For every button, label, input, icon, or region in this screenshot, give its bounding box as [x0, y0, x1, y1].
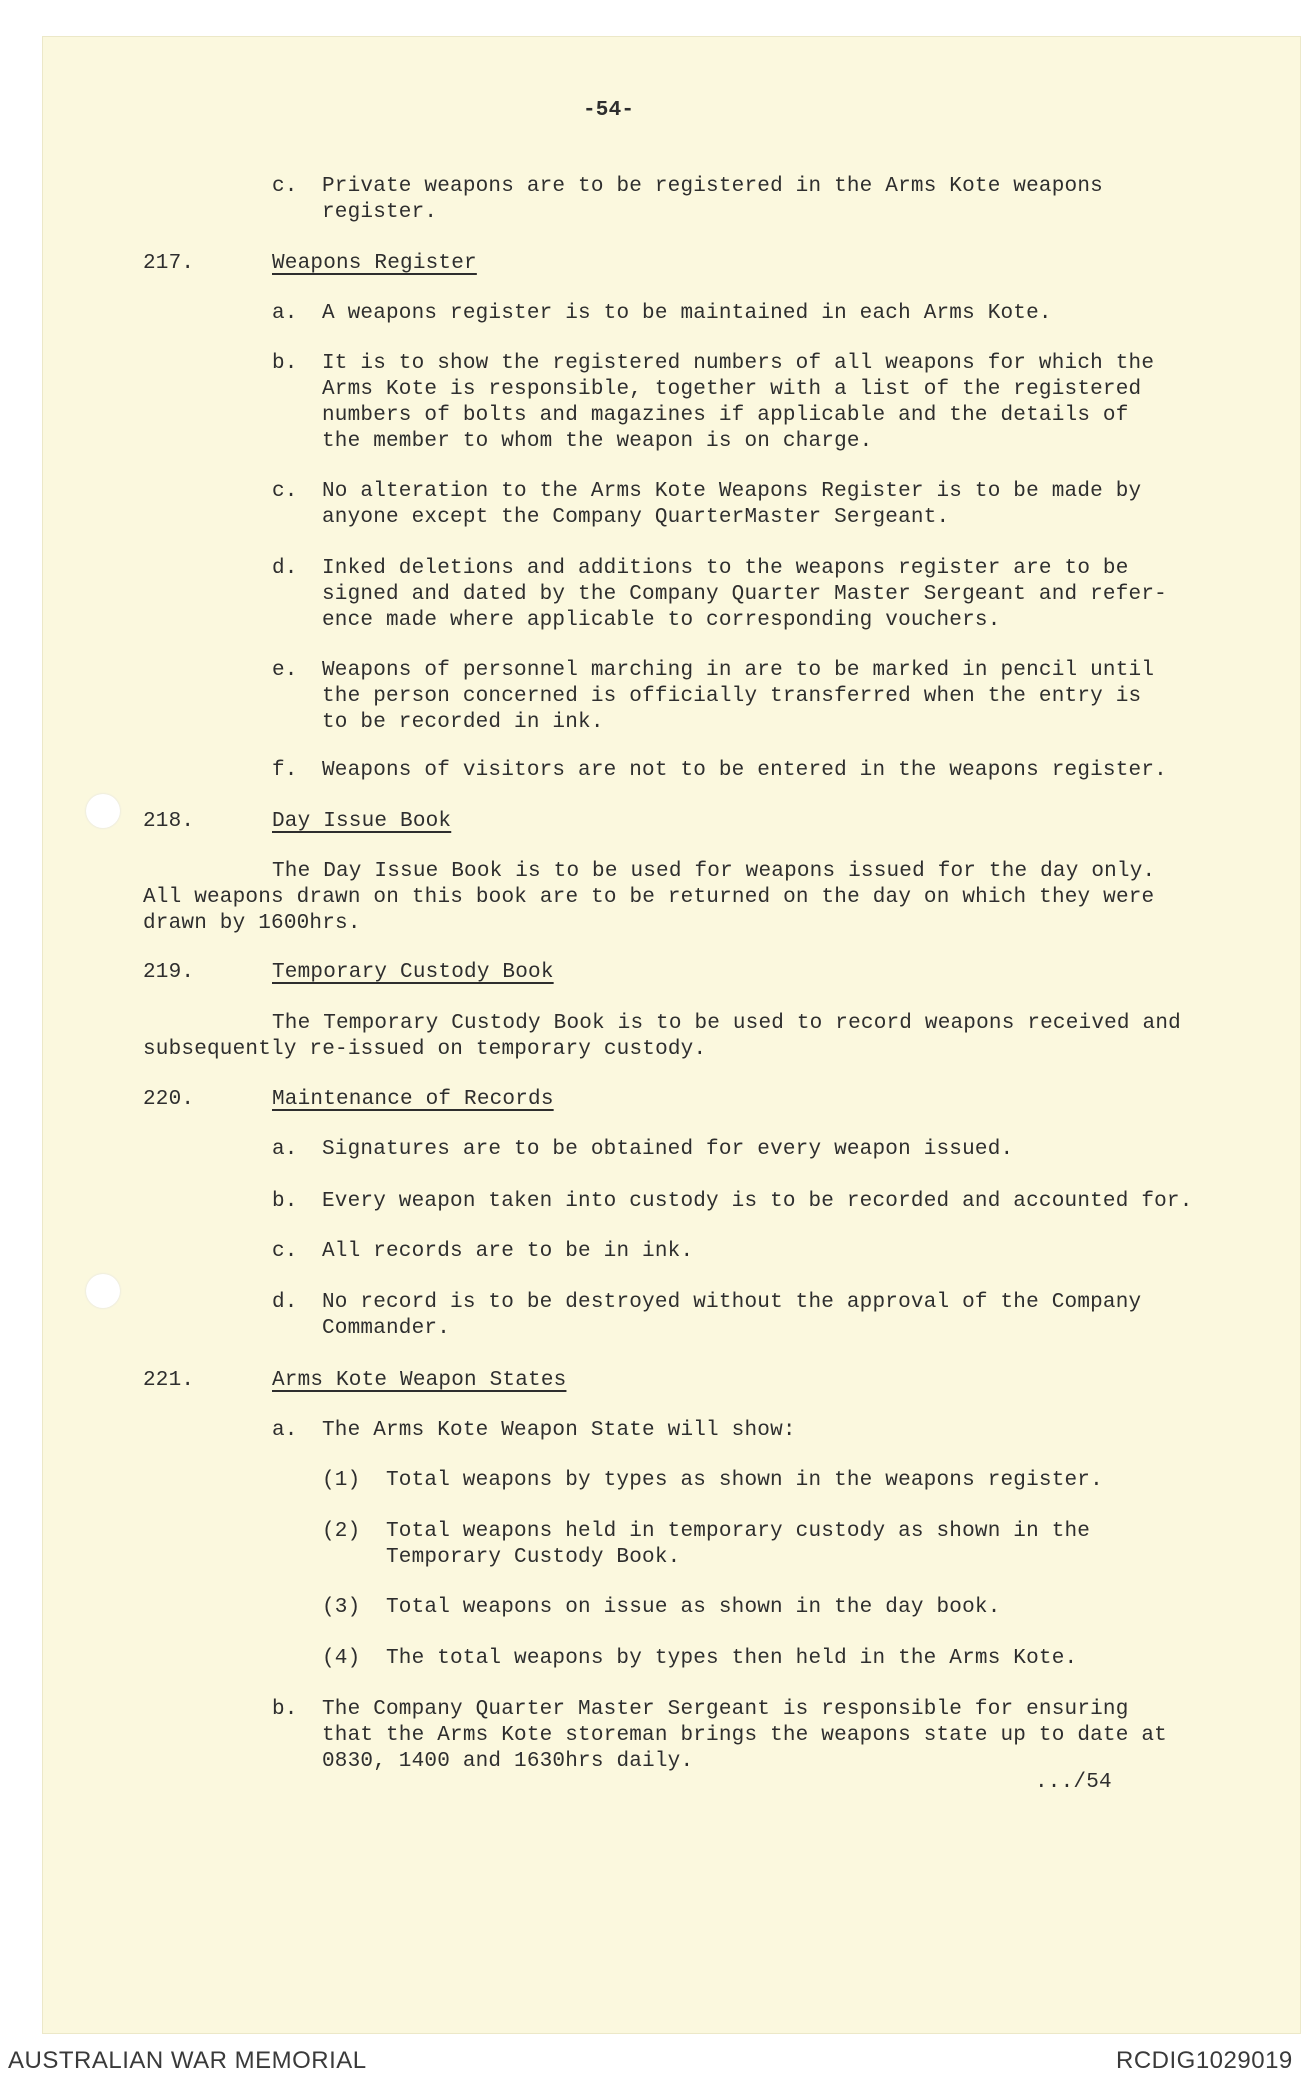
item-label: d. — [272, 1291, 298, 1314]
item-line: the person concerned is officially transferred when the entry is — [322, 685, 1142, 708]
section-number: 217. — [143, 252, 195, 275]
item-line: ence made where applicable to corresponding vouchers. — [322, 609, 1001, 632]
section-title: Day Issue Book — [272, 810, 452, 833]
section-number: 221. — [143, 1369, 195, 1392]
paragraph-line: drawn by 1600hrs. — [143, 912, 361, 935]
section-number: 219. — [143, 961, 195, 984]
item-label: f. — [272, 759, 298, 782]
item-label: d. — [272, 557, 298, 580]
item-line: Inked deletions and additions to the weapons register are to be — [322, 557, 1129, 580]
section-title: Arms Kote Weapon States — [272, 1369, 567, 1392]
item-line: The Company Quarter Master Sergeant is responsible for ensuring — [322, 1698, 1129, 1721]
item-label: e. — [272, 659, 298, 682]
item-label: a. — [272, 1138, 298, 1161]
subitem-label: (4) — [322, 1647, 361, 1670]
subitem-line: Total weapons held in temporary custody as shown in the — [386, 1520, 1091, 1543]
subitem-line: Total weapons on issue as shown in the day book. — [386, 1596, 1001, 1619]
item-line: No alteration to the Arms Kote Weapons Register is to be made by — [322, 480, 1142, 503]
item-line: Arms Kote is responsible, together with a list of the registered — [322, 378, 1142, 401]
item-line: All records are to be in ink. — [322, 1240, 694, 1263]
item-line: The Arms Kote Weapon State will show: — [322, 1419, 796, 1442]
intro-line: Private weapons are to be registered in the Arms Kote weapons — [322, 175, 1103, 198]
item-line: It is to show the registered numbers of all weapons for which the — [322, 352, 1155, 375]
item-line: Weapons of personnel marching in are to be marked in pencil until — [322, 659, 1155, 682]
item-line: to be recorded in ink. — [322, 711, 604, 734]
item-label: b. — [272, 1190, 298, 1213]
footer-archive-name: AUSTRALIAN WAR MEMORIAL — [8, 2047, 367, 2074]
footer-record-id: RCDIG1029019 — [1116, 2047, 1293, 2074]
item-label: a. — [272, 302, 298, 325]
subitem-line: Temporary Custody Book. — [386, 1546, 681, 1569]
paragraph-line: The Day Issue Book is to be used for weapons issued for the day only. — [272, 860, 1156, 883]
item-label: a. — [272, 1419, 298, 1442]
item-line: anyone except the Company QuarterMaster Sergeant. — [322, 506, 950, 529]
paragraph-line: The Temporary Custody Book is to be used to record weapons received and — [272, 1012, 1181, 1035]
punch-hole-bottom — [86, 1274, 120, 1308]
subitem-label: (3) — [322, 1596, 361, 1619]
item-line: the member to whom the weapon is on charge. — [322, 430, 873, 453]
item-line: signed and dated by the Company Quarter Master Sergeant and refer- — [322, 583, 1167, 606]
item-label: b. — [272, 1698, 298, 1721]
paragraph-line: subsequently re-issued on temporary custody. — [143, 1038, 707, 1061]
section-number: 218. — [143, 810, 195, 833]
section-number: 220. — [143, 1088, 195, 1111]
item-line: Signatures are to be obtained for every weapon issued. — [322, 1138, 1014, 1161]
subitem-label: (1) — [322, 1469, 361, 1492]
item-line: numbers of bolts and magazines if applicable and the details of — [322, 404, 1129, 427]
item-line: A weapons register is to be maintained in each Arms Kote. — [322, 302, 1052, 325]
item-line: 0830, 1400 and 1630hrs daily. — [322, 1750, 694, 1773]
item-label: c. — [272, 1240, 298, 1263]
subitem-line: Total weapons by types as shown in the weapons register. — [386, 1469, 1103, 1492]
item-label: b. — [272, 352, 298, 375]
intro-line: register. — [322, 201, 438, 224]
section-title: Temporary Custody Book — [272, 961, 554, 984]
item-line: Weapons of visitors are not to be entered in the weapons register. — [322, 759, 1167, 782]
item-line: Every weapon taken into custody is to be recorded and accounted for. — [322, 1190, 1193, 1213]
item-line: Commander. — [322, 1317, 451, 1340]
section-title: Weapons Register — [272, 252, 477, 275]
section-title: Maintenance of Records — [272, 1088, 554, 1111]
item-label: c. — [272, 480, 298, 503]
paragraph-line: All weapons drawn on this book are to be returned on the day on which they were — [143, 886, 1155, 909]
subitem-label: (2) — [322, 1520, 361, 1543]
subitem-line: The total weapons by types then held in the Arms Kote. — [386, 1647, 1078, 1670]
intro-label: c. — [272, 175, 298, 198]
punch-hole-top — [86, 794, 120, 828]
page-number: -54- — [583, 99, 635, 122]
continuation-marker: .../54 — [1035, 1771, 1112, 1794]
item-line: that the Arms Kote storeman brings the weapons state up to date at — [322, 1724, 1167, 1747]
item-line: No record is to be destroyed without the approval of the Company — [322, 1291, 1142, 1314]
